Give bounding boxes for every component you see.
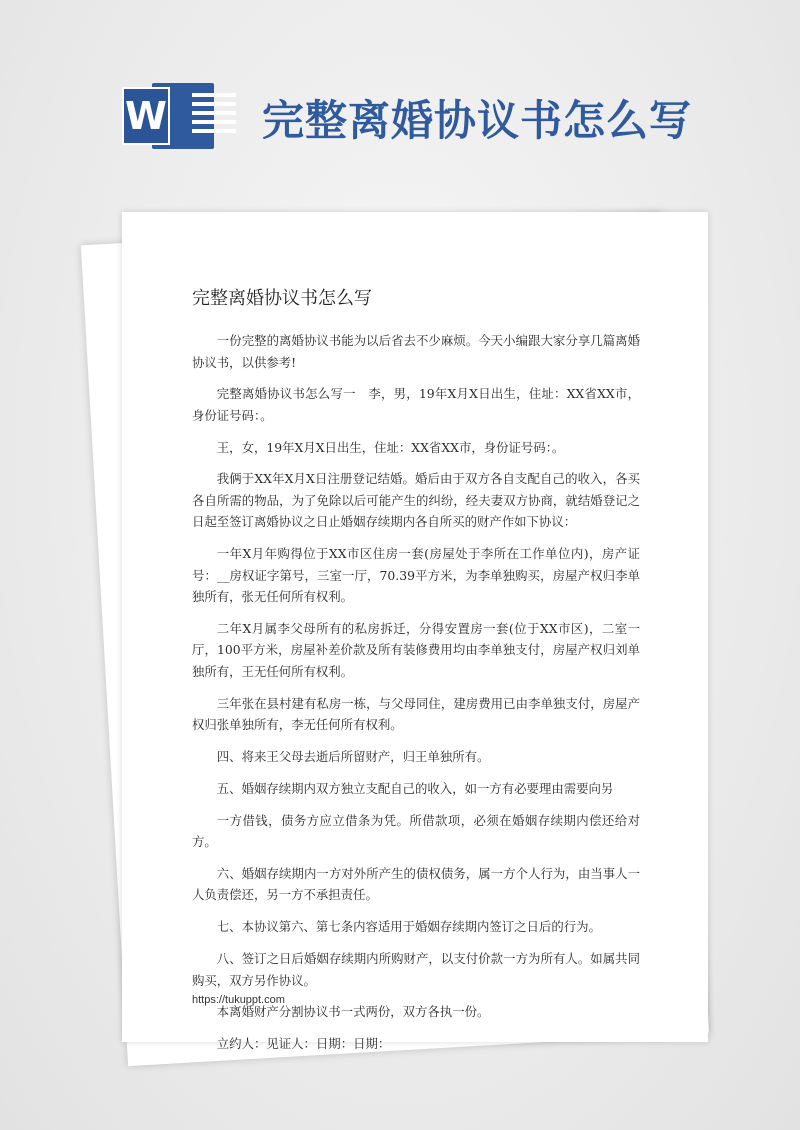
paragraph: 四、将来王父母去逝后所留财产，归王单独所有。	[216, 749, 490, 765]
paragraph: 王，女，19年X月X日出生，住址：XX省XX市，身份证号码：。	[216, 439, 565, 455]
document-page	[122, 212, 708, 1052]
paragraph: 立约人：见证人：日期：日期：	[216, 1036, 391, 1052]
paragraph: 一年X月年购得位于XX市区住房一套(房屋处于李所在工作单位内)，房产证号：__房权证字第号，三室一厅，70.39平方米，为李单独购买，房屋产权归李单独所有，张无任何所有权利。	[192, 546, 640, 605]
word-icon-lines	[192, 93, 236, 138]
paragraph: 五、婚姻存续期内双方独立支配自己的收入，如一方有必要理由需要向另	[216, 780, 614, 796]
paragraph: 七、本协议第六、第七条内容适用于婚姻存续期内签订之日后的行为。	[216, 919, 601, 935]
header	[0, 0, 800, 200]
paragraph: 完整离婚协议书怎么写一 李，男，19年X月X日出生，住址：XX省XX市，身份证号码：。	[192, 386, 640, 423]
paragraph: 八、签订之日后婚姻存续期内所购财产，以支付价款一方为所有人。如属共同购买，双方另作协议。	[192, 951, 640, 988]
paragraph: 本离婚财产分割协议书一式两份，双方各执一份。	[216, 1004, 490, 1020]
word-icon	[122, 83, 214, 149]
word-icon-letter: W	[122, 87, 170, 145]
source-url: https://tukuppt.com	[192, 994, 285, 1006]
paragraph: 六、婚姻存续期内一方对外所产生的债权债务，属一方个人行为，由当事人一人负责偿还，另一方不承担责任。	[192, 865, 640, 903]
paragraph: 三年张在县村建有私房一栋，与父母同住，建房费用已由李单独支付，房屋产权归张单独所有，李无任何所有权利。	[192, 695, 640, 733]
header-title: 完整离婚协议书怎么写	[262, 96, 693, 145]
paragraph: 一份完整的离婚协议书能为以后省去不少麻烦。今天小编跟大家分享几篇离婚协议书，以供参考!	[192, 333, 640, 370]
document-body	[192, 330, 640, 1065]
paragraph: 二年X月属李父母所有的私房拆迁，分得安置房一套(位于XX市区)，二室一厅，100平方米，房屋补差价款及所有装修费用均由李单独支付，房屋产权归刘单独所有，王无任何所有权利。	[192, 620, 640, 679]
paragraph: 一方借钱，债务方应立借条为凭。所借款项，必须在婚姻存续期内偿还给对方。	[192, 812, 640, 850]
document-title: 完整离婚协议书怎么写	[192, 288, 372, 309]
paragraph: 我俩于XX年X月X日注册登记结婚。婚后由于双方各自支配自己的收入，各买各自所需的物品，为了免除以后可能产生的纠纷，经夫妻双方协商，就结婚登记之日起至签订离婚协议之日止婚姻存续期内各自所买的财产作如下协议：	[192, 471, 640, 530]
